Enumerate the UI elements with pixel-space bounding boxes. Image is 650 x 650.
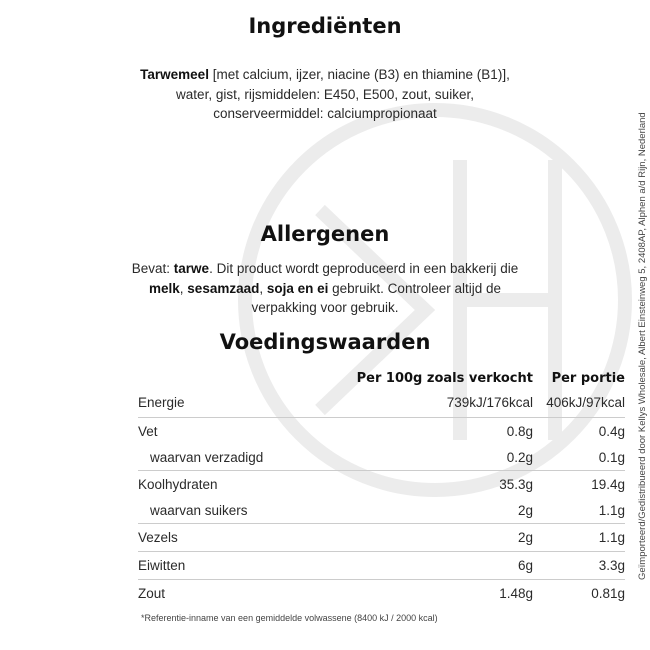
nutrient-sublabel: waarvan suikers [150,502,248,518]
nutrient-label: Zout [138,579,300,607]
value-per-100g: 35.3g [300,470,533,498]
nutrient-label: Vezels [138,523,300,551]
value-per-portion: 0.81g [533,579,625,607]
value-per-portion: 19.4g [533,470,625,498]
ingredients-title: Ingrediënten [248,14,402,38]
table-row [138,445,625,470]
value-per-100g: 1.48g [300,579,533,607]
allergen-text-1: Bevat: [131,261,174,276]
value-per-portion: 3.3g [533,551,625,579]
nutrient-column-header [138,367,300,389]
table-row [138,498,625,523]
allergen-text-3: , [179,280,188,296]
allergen-text-4: , [259,280,267,296]
value-per-portion: 0.1g [598,449,625,465]
value-per-portion: 1.1g [533,523,625,551]
value-per-100g: 2g [300,523,533,551]
allergens-title: Allergenen [260,222,390,246]
nutrient-sublabel: waarvan verzadigd [150,449,264,465]
nutrient-label: Eiwitten [138,551,300,579]
table-row [138,523,625,551]
ingredients-text [130,65,520,124]
nutrition-table [138,367,625,607]
value-per-100g: 0.2g [506,449,533,465]
ingredients-list: [met calcium, ijzer, niacine (B3) en thiamine (B1)], water, gist, rijsmiddelen: E450, E500, zout, suiker, conserveermiddel: calciumpropionaat [176,67,510,121]
value-per-100g: 0.8g [300,417,533,445]
value-per-portion: 1.1g [598,502,625,518]
main-ingredient: Tarwemeel [140,67,209,82]
value-per-100g: 739kJ/176kcal [446,395,533,411]
table-row [138,579,625,607]
allergen-soy-egg: soja en ei [266,280,329,296]
importer-address: Geïmporteerd/Gedistribueerd door Kellys Wholesale, Albert Einsteinweg 5, 2408AP, Alphen a/d Rijn, Nederland [637,112,648,580]
allergen-sesame: sesamzaad [187,280,260,296]
table-row [138,417,625,445]
importer-address-text [637,112,648,580]
nutrition-title: Voedingswaarden [219,330,431,354]
allergen-wheat: tarwe [173,261,210,276]
nutrient-label: Vet [138,417,300,445]
value-per-100g: 6g [300,551,533,579]
per-portion-header: Per portie [551,370,625,386]
value-per-100g: 2g [517,502,533,518]
value-per-portion: 0.4g [533,417,625,445]
nutrient-label: Energie [138,395,185,411]
allergen-text-5: gebruikt. Controleer altijd de verpakking voor gebruik. [251,280,501,315]
allergens-text [130,259,520,318]
table-row [138,470,625,498]
table-row [138,551,625,579]
per-100g-header: Per 100g zoals verkocht [356,370,533,386]
value-per-portion: 406kJ/97kcal [546,395,625,411]
allergen-text-2: . Dit product wordt geproduceerd in een bakkerij die [209,261,519,276]
table-row [138,389,625,417]
nutrient-label: Koolhydraten [138,470,300,498]
allergen-milk: melk [149,280,180,296]
reference-intake-footnote: *Referentie-inname van een gemiddelde volwassene (8400 kJ / 2000 kcal) [141,613,438,623]
